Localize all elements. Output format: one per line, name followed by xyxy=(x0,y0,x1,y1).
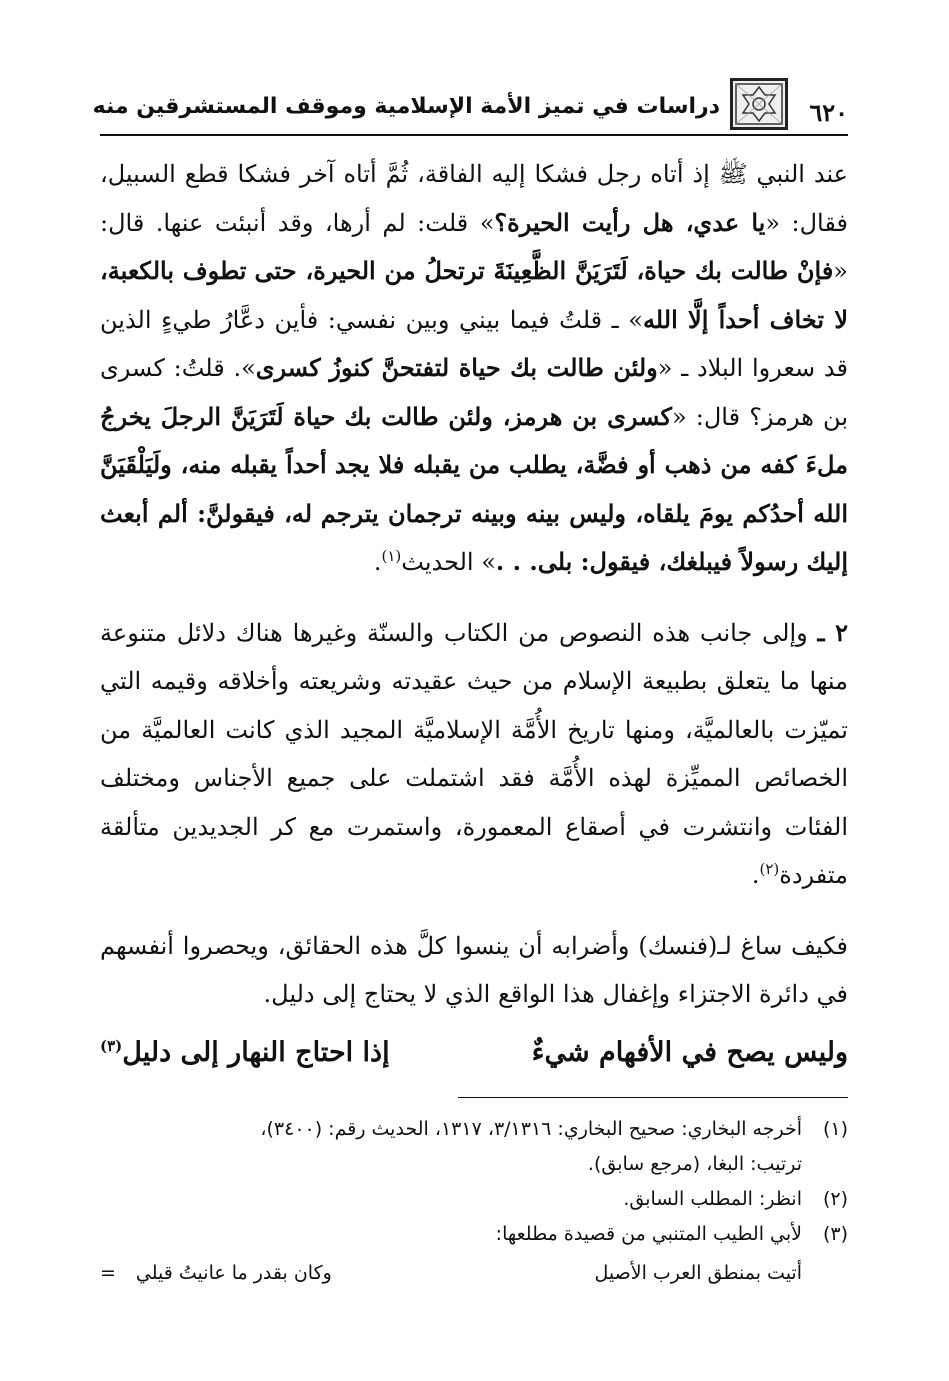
verse-second-hemistich xyxy=(100,1029,390,1078)
text-line: » قلت: لم أرها، وقد أنبئت xyxy=(214,208,495,237)
footnote xyxy=(100,1112,848,1147)
text-line: . xyxy=(751,861,760,889)
hadith-quote: يا عدي، هل رأيت الحيرة؟ xyxy=(494,207,766,237)
footnote-verse-second-wrap xyxy=(100,1256,332,1291)
footnote-text: أخرجه البخاري: صحيح البخاري: ٣/١٣١٦، ١٣١٧، الحديث رقم: (٣٤٠٠)، xyxy=(260,1118,802,1140)
text-line: » ـ قلتُ فيما بيني وبين نفسي: فأين xyxy=(274,305,643,334)
hadith-quote: كسرى xyxy=(255,353,321,382)
running-title: دراسات في تميز الأمة الإسلامية وموقف المستشرقين منه xyxy=(92,94,720,119)
text-line: عنها. قال: « xyxy=(100,208,848,285)
footnote-continuation: ترتيب: البغا، (مرجع سابق). xyxy=(587,1153,802,1175)
main-text xyxy=(100,150,848,1077)
footnote-text: انظر: المطلب السابق. xyxy=(623,1188,802,1210)
footnote-ref: (٣) xyxy=(100,1036,123,1055)
text-line: » الحديث xyxy=(401,548,496,576)
footnote-number: (١) xyxy=(822,1118,848,1140)
text-line: . xyxy=(373,548,382,576)
header-rule xyxy=(100,134,848,136)
footnote-ref: (١) xyxy=(381,547,402,565)
footnote xyxy=(100,1217,848,1252)
footnote-verse xyxy=(100,1256,848,1291)
footnote-ref: (٢) xyxy=(759,860,780,878)
verse-first-hemistich: وليس يصح في الأفهام شيءٌ xyxy=(531,1036,848,1068)
continuation-mark: = xyxy=(100,1262,116,1284)
page-header xyxy=(92,70,848,136)
paragraph-number: ٢ ـ xyxy=(817,617,848,647)
footnote-verse-second: وكان بقدر ما عانيتُ قيلي xyxy=(135,1262,332,1284)
hadith-quote: كسرى بن هرمز، ولئن طالت بك xyxy=(344,401,672,431)
footnote-number: (٢) xyxy=(822,1188,848,1210)
footnote-number: (٣) xyxy=(822,1223,848,1245)
footnote-text: لأبي الطيب المتنبي من قصيدة مطلعها: xyxy=(495,1223,802,1245)
footnote-verse-first: أتيت بمنطق العرب الأصيل xyxy=(594,1262,802,1284)
footnotes xyxy=(100,1097,848,1291)
paragraph-1 xyxy=(100,150,848,587)
paragraph-3: فكيف ساغ لـ(فنسك) وأضرابه أن ينسوا كلَّ هذه الحقائق، ويحصروا أنفسهم في دائرة الاجتزاء وإغفال هذا الواقع الذي لا يحتاج إلى دليل. xyxy=(100,931,848,1008)
text-line: دعَّارُ طيءٍ الذين قد سعروا البلاد ـ « xyxy=(100,305,848,382)
hadith-quote: تطوف بالكعبة، لا تخاف أحداً إلَّا الله xyxy=(100,256,849,334)
text-line: ». قلتُ: كسرى بن هرمز؟ قال: « xyxy=(100,354,848,431)
hadith-quote: ولئن طالت بك حياة لتفتحنَّ كنوزُ xyxy=(329,353,658,382)
text-line: عند النبي ﷺ إذ أتاه رجل فشكا إليه الفاقة، ثُمَّ أتاه آخر فشكا قطع xyxy=(184,160,848,188)
footnote xyxy=(100,1182,848,1217)
page-number: ٦٢٠ xyxy=(809,98,848,127)
hadith-quote: فإنْ طالت بك حياة، لَتَرَيَنَّ الظَّعِينَةَ ترتحلُ من الحيرة، حتى xyxy=(254,256,834,285)
hadith-quote: له، فيقولنَّ: ألم أبعث إليك رسولاً فيبلغك، فيقول: بلى. . . xyxy=(100,498,848,576)
poetry-verse xyxy=(100,1029,848,1078)
verse-second-text: إذا احتاج النهار إلى دليل xyxy=(122,1036,390,1068)
text-line: السبيل، فقال: « xyxy=(100,160,848,237)
hadith-quote: حياة لَتَرَيَنَّ الرجلَ يخرجُ ملءَ كفه من ذهب أو فضَّة، يطلب من يقبله فلا يجد xyxy=(100,401,848,479)
paragraph-text: وإلى جانب هذه النصوص من الكتاب والسنّة وغيرها هناك دلائل متنوعة منها ما يتعلق بطبيعة الإسلام من حيث عقيدته وشريعته وأخلاقه وقيمه التي تميّزت بالعالميَّة، ومنها تاريخ الأُمَّة الإسلاميَّة المجيد الذي كانت العالميَّة من الخصائص المميِّزة لهذه الأُمَّة فقد اشتملت على جميع الأجناس ومختلف الفئات وانتشرت في أصقاع المعمورة، واستمرت مع كر الجديدين متألقة متفردة xyxy=(100,618,848,889)
geometric-ornament-icon xyxy=(730,78,788,130)
footnote-rule xyxy=(458,1097,848,1098)
hadith-quote: أحداً يقبله منه، ولَيَلْقَيَنَّ الله أحدُكم يومَ يلقاه، وليس بينه وبينه ترجمان يترجم xyxy=(100,450,848,528)
paragraph-2 xyxy=(100,609,848,900)
